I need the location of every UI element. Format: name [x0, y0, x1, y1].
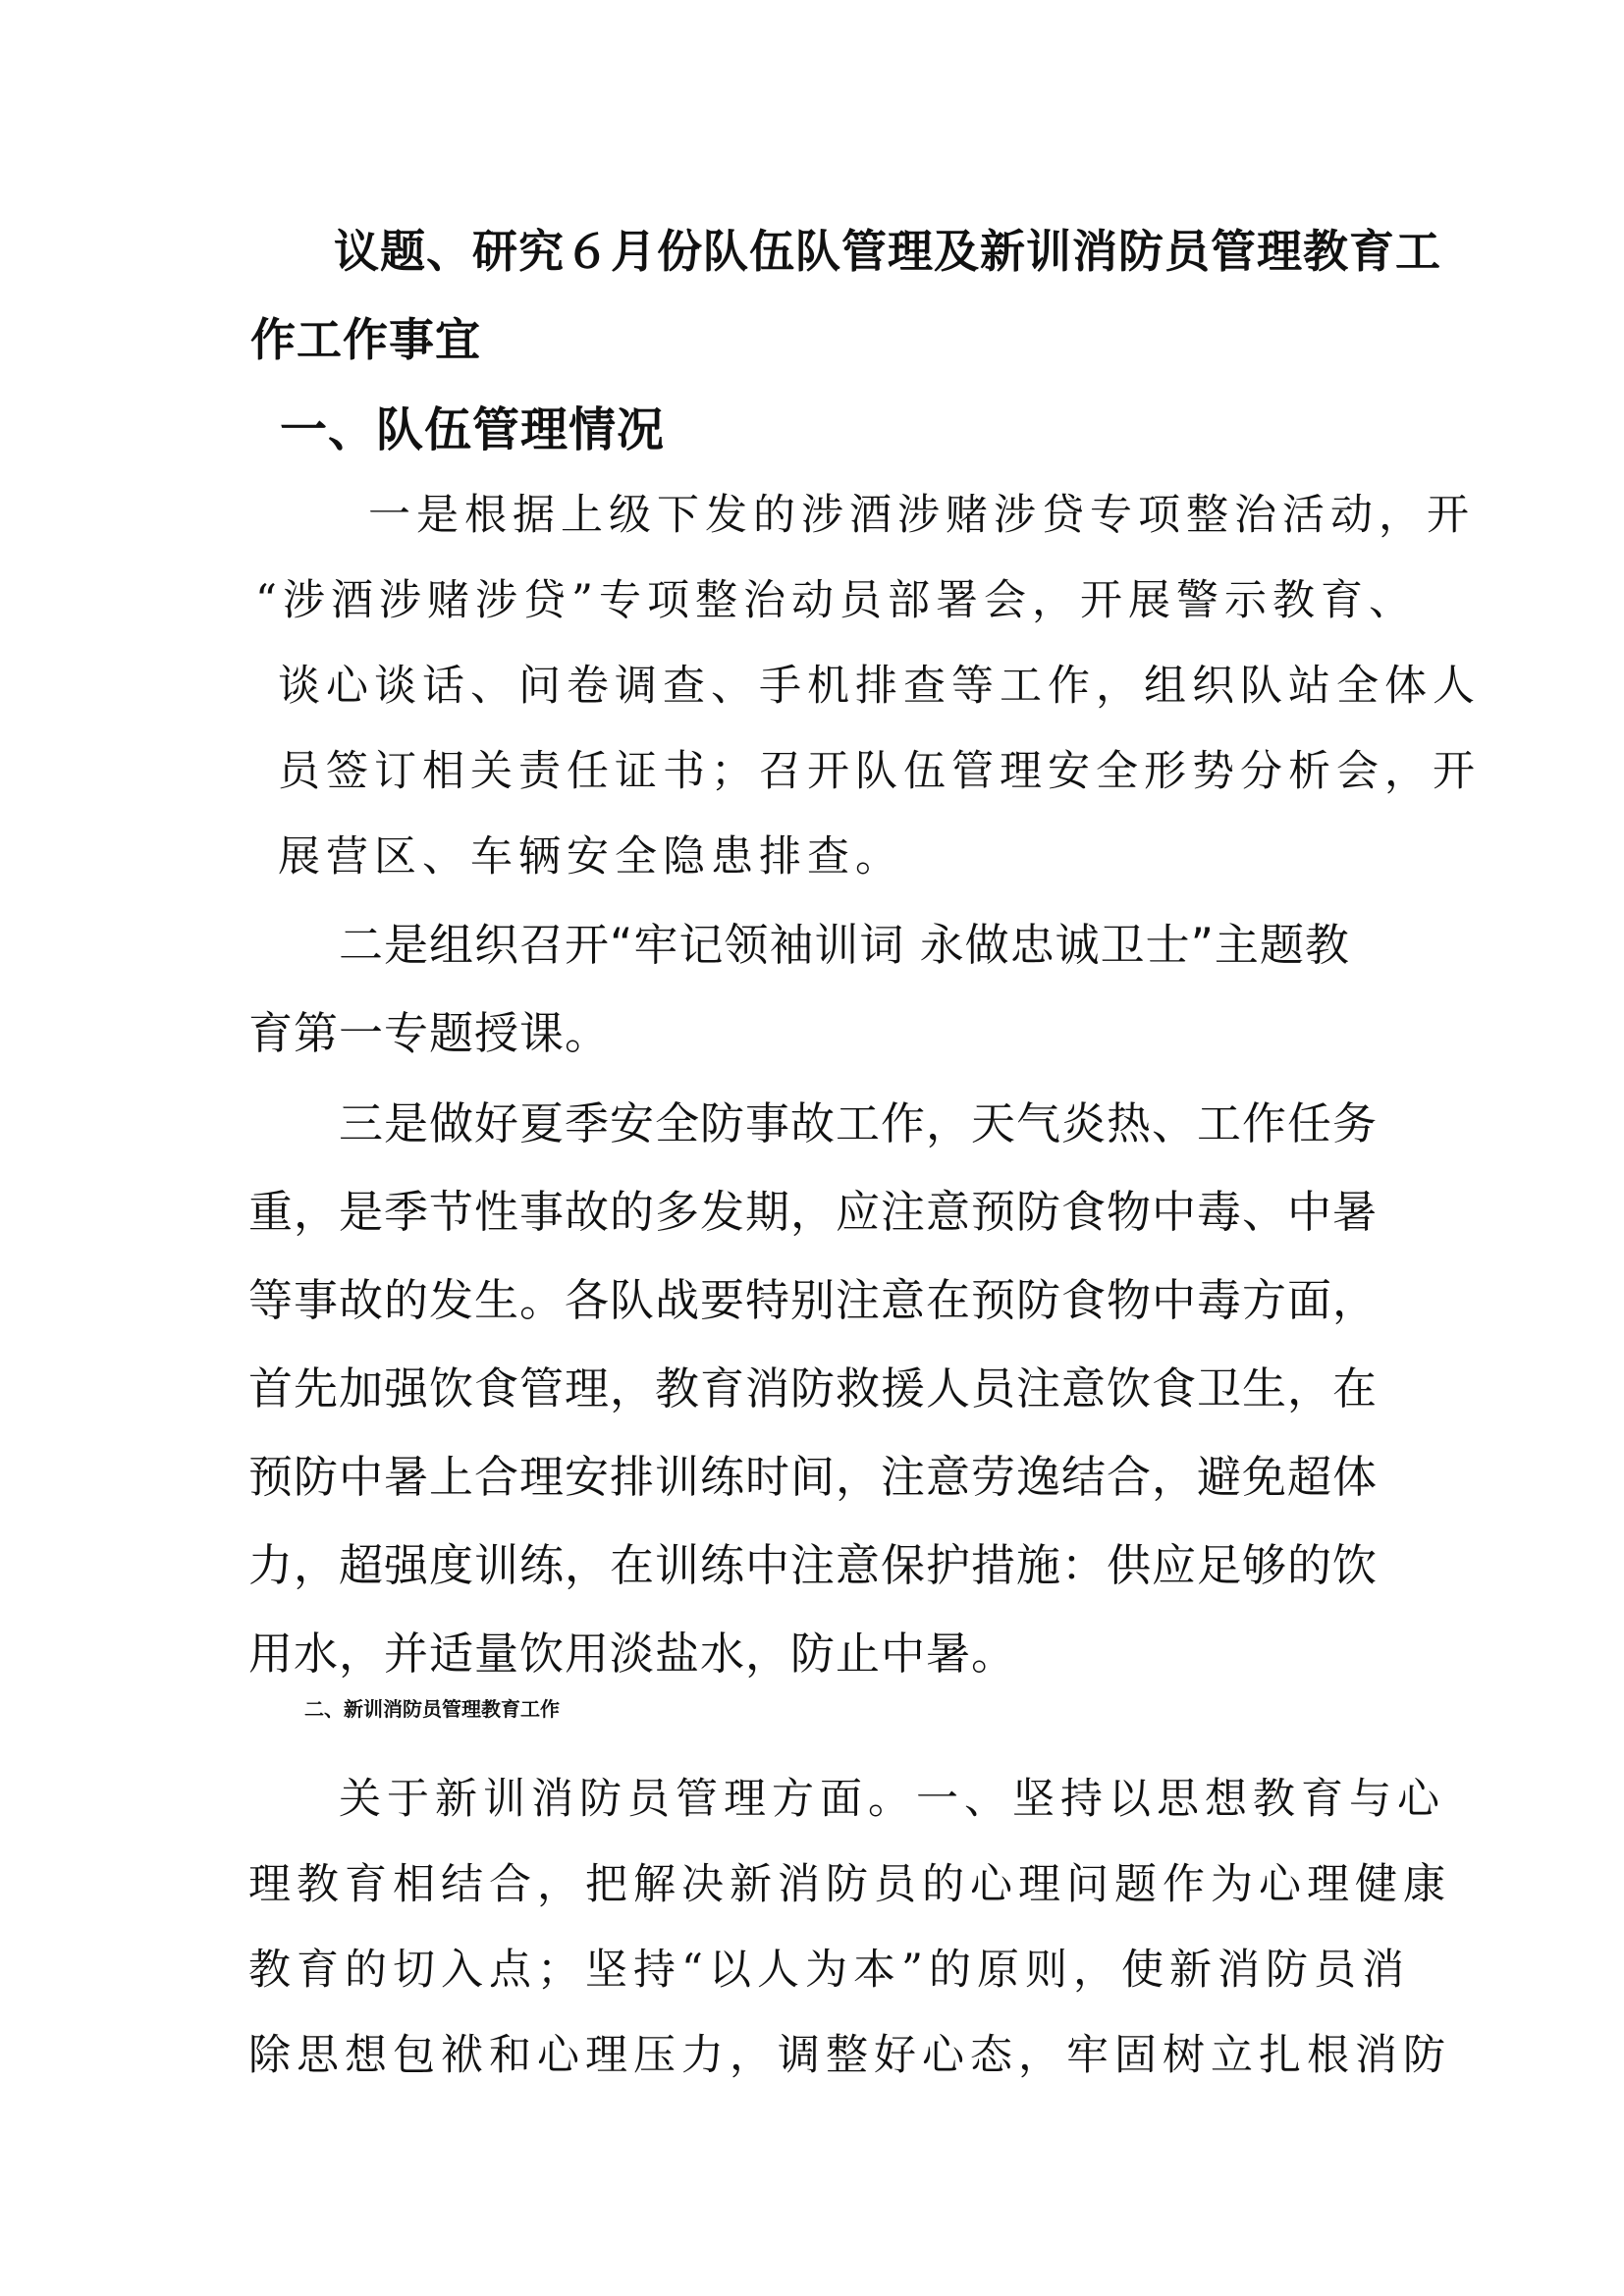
paragraph-line: 关于新训消防员管理方面。一、坚持以思想教育与心 — [339, 1775, 1445, 1824]
paragraph-line: 教育的切入点；坚持“以人为本”的原则，使新消防员消 — [248, 1946, 1410, 1995]
section-heading-text: 一、队伍管理情况 — [280, 402, 666, 457]
section-heading-text: 二、新训消防员管理教育工作 — [304, 1697, 560, 1721]
paragraph-line: 三是做好夏季安全防事故工作，天气炎热、工作任务 — [339, 1097, 1379, 1149]
paragraph-line: “涉酒涉赌涉贷”专项整治动员部署会，开展警示教育、 — [255, 576, 1417, 625]
paragraph-line: 谈心谈话、问卷调查、手机排查等工作，组织队站全体人 — [278, 662, 1481, 711]
paragraph-line: 员签订相关责任证书；召开队伍管理安全形势分析会，开 — [278, 747, 1481, 796]
title-line: 议题、研究６月份队伍队管理及新训消防员管理教育工 — [334, 225, 1441, 278]
paragraph-line: 育第一专题授课。 — [248, 1007, 611, 1059]
paragraph-line: 预防中暑上合理安排训练时间，注意劳逸结合，避免超体 — [248, 1451, 1379, 1503]
title-line: 作工作事宜 — [250, 313, 481, 366]
paragraph-line: 二是组织召开“牢记领袖训词 永做忠诚卫士”主题教 — [339, 919, 1350, 971]
paragraph-line: 用水，并适量饮用淡盐水，防止中暑。 — [248, 1628, 1017, 1680]
paragraph-line: 除思想包袱和心理压力，调整好心态，牢固树立扎根消防 — [248, 2031, 1451, 2080]
paragraph-line: 重，是季节性事故的多发期，应注意预防食物中毒、中暑 — [248, 1186, 1379, 1238]
paragraph-line: 等事故的发生。各队战要特别注意在预防食物中毒方面， — [248, 1274, 1379, 1326]
paragraph-line: 一是根据上级下发的涉酒涉赌涉贷专项整治活动，开 — [368, 491, 1475, 540]
paragraph-line: 展营区、车辆安全隐患排查。 — [278, 832, 903, 881]
paragraph-line: 首先加强饮食管理，教育消防救援人员注意饮食卫生，在 — [248, 1362, 1379, 1415]
paragraph-line: 理教育相结合，把解决新消防员的心理问题作为心理健康 — [248, 1860, 1451, 1909]
paragraph-line: 力，超强度训练，在训练中注意保护措施：供应足够的饮 — [248, 1539, 1379, 1591]
